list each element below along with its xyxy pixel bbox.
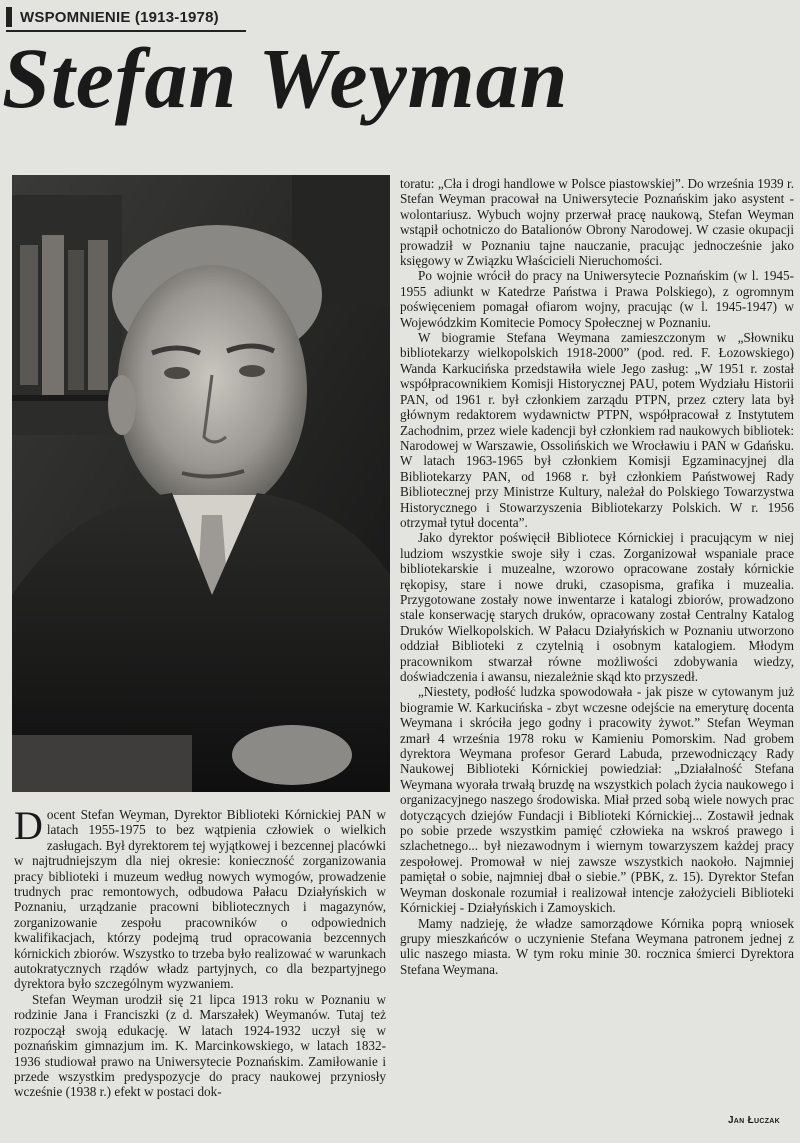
paragraph: Po wojnie wrócił do pracy na Uniwersytecie Poznańskim (w l. 1945-1955 adiunkt w Katedrze Państwa i Prawa Polskiego), z ogromnym poświęceniem pomagał ofiarom wojny, pracując (w l. 1945-1947) w Wojewódzkim Komitecie Pomocy Społecznej w Poznaniu. — [400, 268, 794, 330]
kicker-text: WSPOMNIENIE (1913-1978) — [20, 8, 219, 26]
paragraph: Jako dyrektor poświęcił Bibliotece Kórnickiej i pracującym w niej ludziom wszystkie swoje siły i czas. Zorganizował wspaniale prace bibliotekarskie i muzealne, wzorowo opracowane zostały kórnickie rękopisy, stare i nowe druki, czasopisma, grafika i muzealia. Przygotowane zostały nowe inwentarze i katalogi zbiorów, prowadzono stale konserwację starych druków, opracowany został Centralny Katalog Druków Wielkopolskich. W Pałacu Działyńskich w Poznaniu utworzono oddział Biblioteki z czytelnią i osobnym katalogiem. Młodym pracownikom stwarzał równe możliwości zdobywania wiedzy, doświadczenia i awansu, niezależnie skąd kto przyszedł. — [400, 530, 794, 684]
drop-cap: D — [14, 803, 43, 848]
portrait-photo — [12, 175, 390, 792]
left-column — [14, 803, 386, 1100]
paragraph: toratu: „Cła i drogi handlowe w Polsce piastowskiej”. Do września 1939 r. Stefan Weyman pracował na Uniwersytecie Poznańskim jako asystent - wolontariusz. Wybuch wojny przerwał pracę naukową, Stefan Weyman wstąpił ochotniczo do Batalionów Obrony Narodowej. W czasie okupacji prowadził w Poznaniu tajne nauczanie, pracując jednocześnie jako księgowy w Związku Właścicieli Nieruchomości. — [400, 176, 794, 269]
paragraph: Stefan Weyman urodził się 21 lipca 1913 roku w Poznaniu w rodzinie Jana i Franciszki (z d. Marszałek) Weymanów. Tutaj też rozpoczął swoją edukację. W latach 1924-1932 uczył się w poznańskim gimnazjum im. K. Marcinkowskiego, w latach 1832-1936 studiował prawo na Uniwersytecie Poznańskim. Zamiłowanie i przede wszystkim predyspozycje do pracy naukowej przyniosły wcześnie (1938 r.) efekt w postaci dok- — [14, 991, 386, 1100]
paragraph — [14, 803, 386, 992]
article-title: Stefan Weyman — [2, 30, 569, 126]
right-column — [400, 176, 794, 977]
kicker-bar — [6, 7, 12, 27]
paragraph-text: ocent Stefan Weyman, Dyrektor Biblioteki Kórnickiej PAN w latach 1955-1975 to bez wątpienia człowiek o wielkich zasługach. Był dyrektorem tej wyjątkowej i bezcennej placówki w najtrudniejszym dla niej okresie: konieczność zorganizowania pracy biblioteki i muzeum według nowych wymogów, prowadzenie trudnych prac remontowych, odbudowa Pałacu Działyńskich w Poznaniu, urządzanie pracowni bibliotecznych i magazynów, zorganizowanie zespołu pracowników o odpowiednich kwalifikacjach, którzy podejmą trud opracowania bezcennych kórnickich zbiorów. Wszystko to trzeba było realizować w warunkach autokratycznych rządów władz partyjnych, co dla bezpartyjnego dyrektora było szczególnym wyzwaniem. — [14, 807, 386, 992]
portrait-photo-drawing — [12, 175, 390, 792]
author-byline: Jan Łuczak — [727, 1115, 780, 1126]
paragraph: „Niestety, podłość ludzka spowodowała - jak pisze w cytowanym już biogramie W. Karkucińska - zbyt wczesne odejście na emeryturę docenta Weymana i skróciła jego godny i pracowity żywot.” Stefan Weyman zmarł 4 września 1978 roku w Kamieniu Pomorskim. Nad grobem dyrektora Weymana profesor Gerard Labuda, przewodniczący Rady Naukowej Biblioteki Kórnickiej powiedział: „Działalność Stefana Weymana wyorała trwałą bruzdę na wszystkich polach życia naukowego i organizacyjnego naszego środowiska. Miał przed sobą wiele nowych prac dotyczących dziejów Fundacji i Biblioteki Kórnickiej... Zostawił jednak po sobie przede wszystkim pamięć człowieka na wskroś prawego i szlachetnego... był niezawodnym i wiernym towarzyszem każdej pracy zespołowej. Promował w niej zawsze wszystkich naokoło. Najmniej pamiętał o sobie, najmniej dbał o siebie.” (PBK, z. 15). Dyrektor Stefan Weyman doskonale rozumiał i realizował intencje założycieli Biblioteki Kórnickiej - Działyńskich i Zamoyskich. — [400, 684, 794, 916]
section-kicker — [6, 4, 246, 32]
paragraph: W biogramie Stefana Weymana zamieszczonym w „Słowniku bibliotekarzy wielkopolskich 1918-2000” (pod. red. F. Łozowskiego) Wanda Karkucińska przedstawiła wiele Jego zasług: „W 1951 r. został współpracownikiem Komisji Historycznej PAU, potem Wydziału Historii PAN, od 1961 r. był członkiem zarządu PTPN, przez cztery lata był głównym redaktorem wydawnictw PTPN, współpracował z Instytutem Zachodnim, przez wiele kadencji był członkiem rad naukowych bibliotek: Narodowej w Warszawie, Ossolińskich we Wrocławiu i PAN w Gdańsku. W latach 1963-1965 był członkiem Komisji Egzaminacyjnej dla Bibliotekarzy PAN, od 1968 r. był członkiem Państwowej Rady Bibliotecznej przy Ministrze Kultury, należał do Polskiego Towarzystwa Historycznego i Stowarzyszenia Bibliotekarzy Polskich. W r. 1956 otrzymał tytuł docenta”. — [400, 330, 794, 530]
paragraph: Mamy nadzieję, że władze samorządowe Kórnika poprą wniosek grupy mieszkańców o uczynienie Stefana Weymana patronem jednej z ulic naszego miasta. W tym roku minie 30. rocznica śmierci Dyrektora Stefana Weymana. — [400, 915, 794, 977]
